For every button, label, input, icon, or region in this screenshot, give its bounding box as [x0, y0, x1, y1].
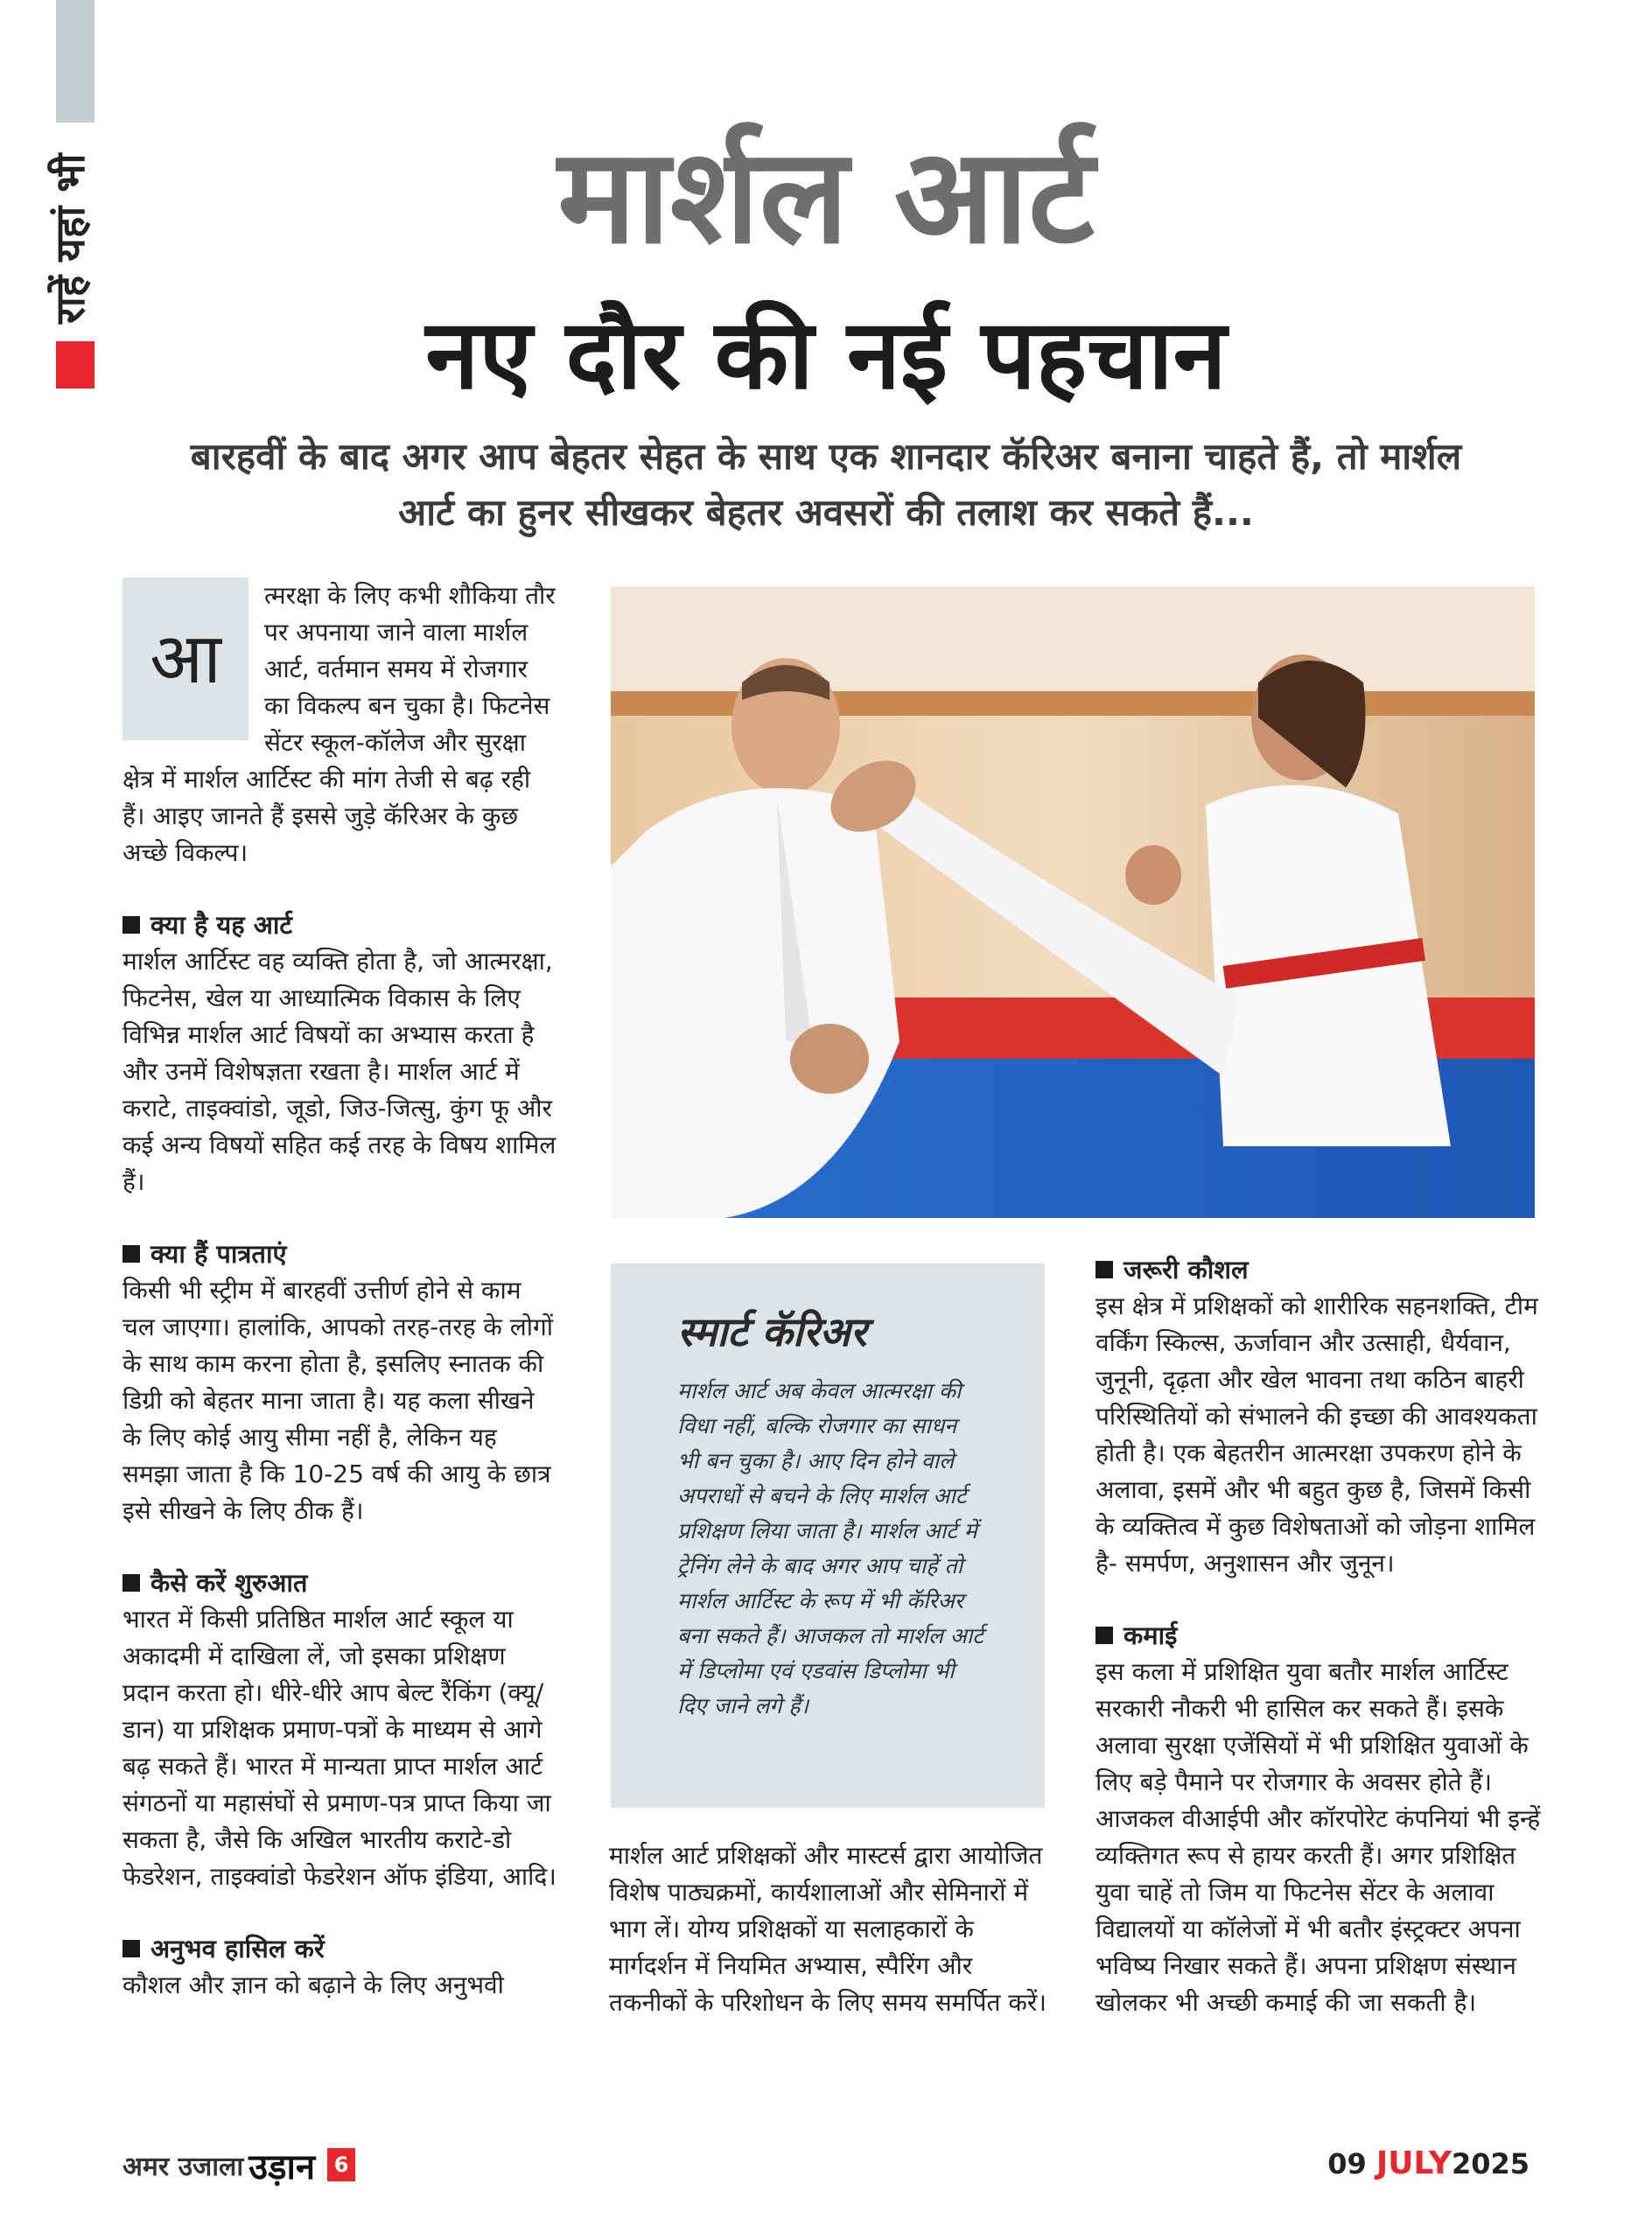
body-experience: कौशल और ज्ञान को बढ़ाने के लिए अनुभवी — [122, 1970, 504, 1999]
body-what: मार्शल आर्टिस्ट वह व्यक्ति होता है, जो आत्मरक्षा, फिटनेस, खेल या आध्यात्मिक विकास के लिए विभिन्न मार्शल आर्ट विषयों का अभ्यास करता है और उनमें विशेषज्ञता रखता है। मार्शल आर्ट में कराटे, ताइक्वांडो, जूडो, जिउ-जित्सु, कुंग फू और कई अन्य विषयों सहित कई तरह के विषय शामिल हैं। — [122, 947, 556, 1196]
square-bullet-icon — [1096, 1261, 1113, 1278]
heading-start: कैसे करें शुरुआत — [122, 1564, 560, 1601]
body-start: भारत में किसी प्रतिष्ठित मार्शल आर्ट स्कूल या अकादमी में दाखिला लें, जो इसका प्रशिक्षण प्रदान करता हो। धीरे-धीरे आप बेल्ट रैंकिंग (क्यू/डान) या प्रशिक्षक प्रमाण-पत्रों के माध्यम से आगे बढ़ सकते हैं। भारत में मान्यता प्राप्त मार्शल आर्ट संगठनों या महासंघों से प्रमाण-पत्र प्राप्त किया जा सकता है, जैसे कि अखिल भारतीय कराटे-डो फेडरेशन, ताइक्वांडो फेडरेशन ऑफ इंडिया, आदि। — [122, 1605, 556, 1891]
headline-sub: नए दौर की नई पहचान — [425, 298, 1227, 410]
issue-day: 09 — [1327, 2147, 1367, 2180]
karate-photo — [611, 586, 1535, 1218]
opening-text: त्मरक्षा के लिए कभी शौकिया तौर पर अपनाया जाने वाला मार्शल आर्ट, वर्तमान समय में रोजगार का विकल्प बन चुका है। फिटनेस सेंटर स्कूल-कॉलेज और सुरक्षा क्षेत्र में मार्शल आर्टिस्ट की मांग तेजी से बढ़ रही हैं। आइए जानते हैं इससे जुड़े कॅरिअर के कुछ अच्छे विकल्प। — [122, 581, 556, 867]
square-bullet-icon — [122, 1574, 140, 1592]
box-body: मार्शल आर्ट अब केवल आत्मरक्षा की विधा नहीं, बल्कि रोजगार का साधन भी बन चुका है। आए दिन होने वाले अपराधों से बचने के लिए मार्शल आर्ट प्रशिक्षण लिया जाता है। मार्शल आर्ट में ट्रेनिंग लेने के बाद अगर आप चाहें तो मार्शल आर्टिस्ट के रूप में भी कॅरिअर बना सकते हैं। आजकल तो मार्शल आर्ट में डिप्लोमा एवं एडवांस डिप्लोमा भी दिए जाने लगे हैं। — [677, 1378, 984, 1718]
column-right — [1096, 1251, 1542, 2021]
square-bullet-icon — [122, 916, 140, 934]
box-heading: स्मार्ट कॅरिअर — [677, 1308, 867, 1355]
square-bullet-icon — [122, 1940, 140, 1957]
smart-career-box — [611, 1264, 1045, 1808]
body-experience-cont: मार्शल आर्ट प्रशिक्षकों और मास्टर्स द्वारा आयोजित विशेष पाठ्यक्रमों, कार्यशालाओं और सेमिनारों में भाग लें। योग्य प्रशिक्षकों या सलाहकारों के मार्गदर्शन में नियमित अभ्यास, स्पैरिंग और तकनीकों के परिशोधन के लिए समय समर्पित करें। — [609, 1841, 1046, 2017]
section-label-text: राहें यहां भी — [46, 153, 94, 324]
opening-paragraph — [122, 578, 560, 872]
publication-logo — [122, 2146, 355, 2188]
heading-what: क्या है यह आर्ट — [122, 906, 560, 943]
heading-earning: कमाई — [1096, 1617, 1542, 1654]
karate-sparring-illustration — [611, 586, 1535, 1218]
issue-date — [1327, 2146, 1530, 2181]
column-middle — [609, 1838, 1046, 2021]
headline-main: मार्शल आर्ट — [557, 121, 1095, 273]
body-eligibility: किसी भी स्ट्रीम में बारहवीं उत्तीर्ण होने से काम चल जाएगा। हालांकि, आपको तरह-तरह के लोगों के साथ काम करना होता है, इसलिए स्नातक की डिग्री को बेहतर माना जाता है। यह कला सीखने के लिए कोई आयु सीमा नहीं है, लेकिन यह समझा जाता है कि 10-25 वर्ष की आयु के छात्र इसे सीखने के लिए ठीक हैं। — [122, 1276, 554, 1525]
issue-month: JULY — [1376, 2146, 1452, 2181]
issue-year: 2025 — [1451, 2147, 1530, 2180]
body-skills: इस क्षेत्र में प्रशिक्षकों को शारीरिक सहनशक्ति, टीम वर्किंग स्किल्स, ऊर्जावान और उत्साही, धैर्यवान, जुनूनी, दृढ़ता और खेल भावना तथा कठिन बाहरी परिस्थितियों को संभालने की इच्छा की आवश्यकता होती है। एक बेहतरीन आत्मरक्षा उपकरण होने के अलावा, इसमें और भी बहुत कुछ है, जिसमें किसी के व्यक्तित्व में कुछ विशेषताओं को जोड़ना शामिल है- समर्पण, अनुशासन और जुनून। — [1096, 1292, 1538, 1578]
intro-standfirst: बारहवीं के बाद अगर आप बेहतर सेहत के साथ एक शानदार कॅरिअर बनाना चाहते हैं, तो मार्शल आर्ट का हुनर सीखकर बेहतर अवसरों की तलाश कर सकते हैं... — [190, 435, 1462, 534]
heading-experience: अनुभव हासिल करें — [122, 1930, 560, 1967]
page-number: 6 — [327, 2148, 355, 2181]
heading-eligibility: क्या हैं पात्रताएं — [122, 1236, 560, 1272]
drop-cap: आ — [122, 578, 248, 740]
square-bullet-icon — [1096, 1627, 1113, 1644]
logo-udaan: उड़ान — [248, 2146, 316, 2188]
heading-skills: जरूरी कौशल — [1096, 1251, 1542, 1288]
column-left — [122, 578, 560, 2004]
body-earning: इस कला में प्रशिक्षित युवा बतौर मार्शल आर्टिस्ट सरकारी नौकरी भी हासिल कर सकते हैं। इसके अलावा सुरक्षा एजेंसियों में भी प्रशिक्षित युवाओं के लिए बड़े पैमाने पर रोजगार के अवसर होते हैं। आजकल वीआईपी और कॉरपोरेट कंपनियां भी इन्हें व्यक्तिगत रूप से हायर करती हैं। अगर प्रशिक्षित युवा चाहें तो जिम या फिटनेस सेंटर के अलावा विद्यालयों या कॉलेजों में भी बतौर इंस्ट्रक्टर अपना भविष्य निखार सकते हैं। अपना प्रशिक्षण संस्थान खोलकर भी अच्छी कमाई की जा सकती है। — [1096, 1657, 1541, 2017]
square-bullet-icon — [122, 1245, 140, 1263]
logo-amar-ujala: अमर उजाला — [122, 2151, 244, 2182]
side-accent-bar — [56, 0, 94, 122]
